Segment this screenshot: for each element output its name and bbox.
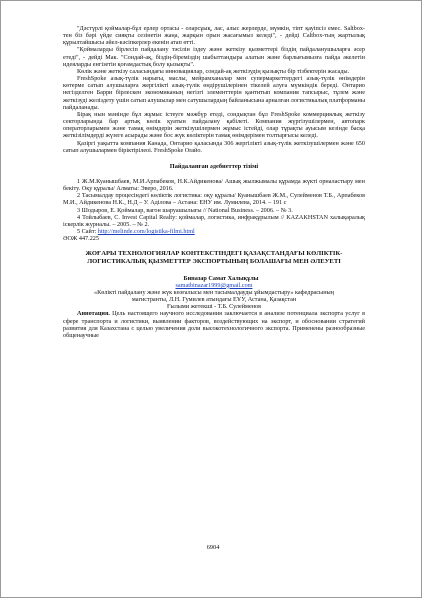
author-name: Биназар Самат Халықұлы [183,274,259,282]
abstract-label: Аннотация. [77,310,110,318]
references-title: Пайдаланған әдебиеттер тізімі [169,162,259,170]
udc-code: ӘОЖ 447.225 [63,235,99,243]
reference-5-prefix: 5 Сайт: [77,228,97,236]
affiliation-line: «Көлікті пайдалану және жүк көзғалысы мен тасымалдауды ұйымдастыру» кафедрасының [94,288,334,296]
abstract-text: Цель настоящего научного исследования заключается в анализе потенциала экспорта услуг в сфере транспорта и логистики, выявлении факторов, воздействующих на экспорт, и обосновании стратегий развития для Казахстана с целью увеличения доли высокотехнологичного экспорта. Применены разнообразные общенаучные [63,310,365,339]
body-paragraph: "Дәстүрлі қоймалар-бұл ерлер ортасы - оларсұық, лас, алыс жерлерде, мүмкін, тіпт қауіпсіз емес. Saltbox-тен біз бәрі үйде сияқты сезінетін жаңа, жарқын орын жасағымыз келеді", - дейді Саltbox-тың жартылық құрылтайшысы әйел-кәсіпкерлер екенін атап өтті. [63,25,365,47]
body-paragraph: Бірақ нын мәнінде бұл жұмыс істеуге мәжбүр етеді, сондықтан бұл FreshSpoke коммерциялық жеткізу секторларында бар артық көлік қуатын пайдалану қабілеті. Компания жүргізушілермен, автопарк операторларымен және тамақ өнімдерін жеткізушілермен жұмыс істейді, олар тұрақты ауысым кезінде басқа жеткізілімдерді жүзеге асырады және бос жүк көліктерін тамақ өнімдерімен толтырғысы келеді. [63,110,365,140]
author-email-link[interactable]: samatbinazar1999@gmail.com [175,281,253,289]
reference-item: 4 Тойлыбаев, С. Invest Capital Realty: қоймалар, логистика, инфрақұрылым // KAZAKHSTAN халықаралық іскерлік журналы. – 2005. – № 2. [63,213,365,228]
page-number: 6904 [206,544,220,551]
reference-item: 3 Шодыров, Е. Қоймалар, вагон шаруашылығы // National Business. – 2006. – № 3. [77,206,293,214]
reference-link[interactable]: http://melinde.com/logistika-filmi.html [97,228,195,236]
body-paragraph: Қазіргі уақытта компания Канада, Онтарио қаласында 306 жергілікті азық-түлік жеткізушілермен және 650 сатып алушылармен біріктірілеоі. FreshSpoke Oraйo. [63,139,365,154]
reference-item: 2 Тасымалдау процесіндегі көліктік логистика: оқу құралы/ Куанышбаев Ж.М., Сулейменов Т.Б., Арпабеков М.И., Айдикенова Н.К., Н.Д – У. Аділова – Астана: ЕНУ им. Лумилева, 2014. – 191 с [63,192,365,207]
references-list [63,178,365,235]
reference-item [63,228,365,235]
abstract-paragraph [63,310,365,339]
page-content [63,25,365,339]
body-paragraph: FreshSpoke азық-түлік нарығы, маслы, мейрамханалар мен супермаркеттердегі азық-түлік өнімдерін көтерме сатып алушыларға жергілікті азық-түлік өндірушілерінен тікелей алуға мүмкіндік береді. Онтарио негізделген Барри бірлескен экономиканың негізгі элементтерін қантитып компания тапсырыс, тұлем және жеткізуді желіздету үшін сатып алушылар мен сатушылардың байланысына арналған логистикалық платформаны пайдаланады. [63,75,365,111]
affiliation-line: магистранты, Л.Н. Гумилев атындағы ЕҰУ, Астана, Қазақстан [131,296,297,304]
body-paragraph: "Қоймаларды бірлесіп пайдалану тәсілін іздеу және жеткізу қызметтері біздің пайдаланушыларға әсер етеді", - дейді Мак. "Сондай-ақ, біздің-біреміздің шабыттандыра алатын және барлығымызға пайда әкелетін идеяларды енгізетін қоғамдастық болу қызықты". [63,46,365,68]
reference-item: 1 Ж.М.Куанышбаев, М.И.Арпабеков, Н.К.Айдикенова/ Ашық жылжымалы құрамда жүкті орналастыру мен бекіту. Оқу құралы/ Алматы: Эверо, 2016. [63,177,365,193]
body-paragraph: Көлік және жеткізу саласындағы инновациялар, сондай-ақ жеткізудің қызықты бір тізбектерін жасады. [77,67,350,75]
article-title: ЖОҒАРЫ ТЕХНОЛОГИЯЛАР КОНТЕКСТІНДЕГІ ҚАЗАҚСТАНДАҒЫ КӨЛІКТІК-ЛОГИСТИКАЛЫҚ ҚЫЗМЕТТЕР ЭКСПОРТЫНЫҢ БОЛАШАҒЫ МЕН ӘЛЕУЕТІ [85,250,343,265]
advisor-line: Ғылыми жетекші - Т.Б. Сулейменов [166,303,262,311]
